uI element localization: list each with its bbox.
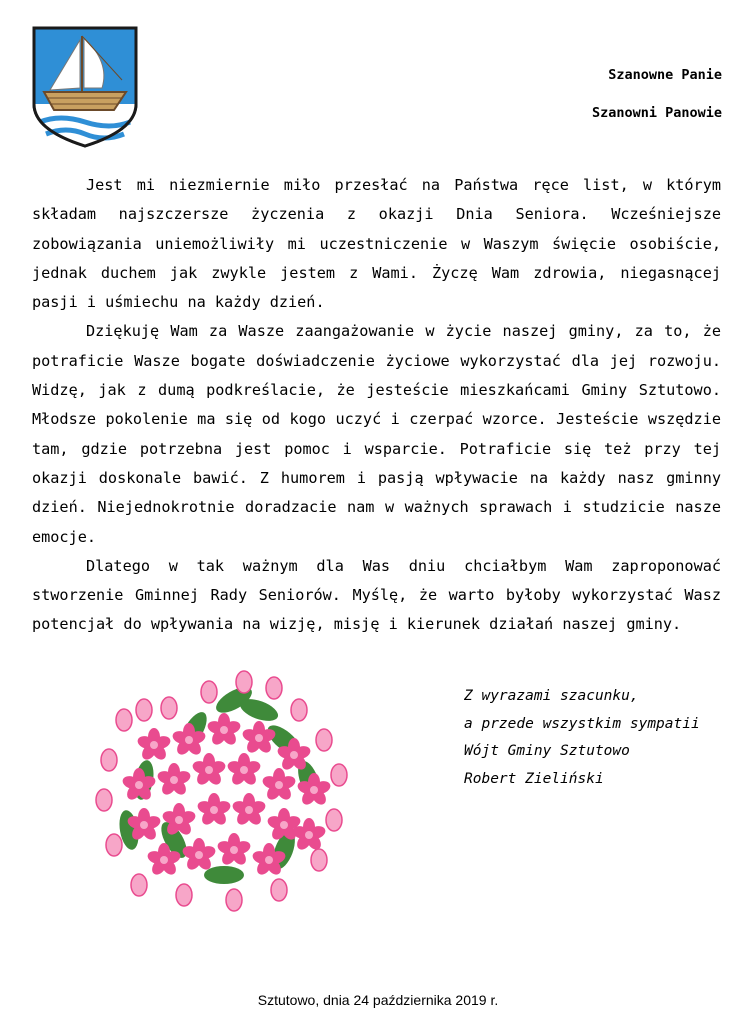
coat-of-arms-icon [30, 26, 140, 148]
closing-line: Z wyrazami szacunku, [464, 688, 639, 704]
signer-title: Wójt Gminy Sztutowo [464, 743, 630, 759]
letter-paragraph: Jest mi niezmiernie miło przesłać na Państwa ręce list, w którym składam najszczersze życzenia z okazji Dnia Seniora. Wcześniejsze zobowiązania uniemożliwiły mi uczestniczenie w Waszym święcie osobiście, jednak duchem jak zwykle jestem z Wami. Życzę Wam zdrowia, niegasnącej pasji i uśmiechu na każdy dzień. [32, 176, 721, 312]
place-and-date: Sztutowo, dnia 24 października 2019 r. [257, 992, 499, 1008]
letter-paragraph: Dlatego w tak ważnym dla Was dniu chciałbym Wam zaproponować stworzenie Gminnej Rady Seniorów. Myślę, że warto byłoby wykorzystać Wasz potencjał do wpływania na wizję, misję i kierunek działań naszej gminy. [32, 556, 721, 634]
closing-line: a przede wszystkim sympatii [464, 715, 700, 732]
salutation [592, 62, 722, 138]
signer-name: Robert Zieliński [464, 770, 604, 787]
greeting-ladies: Szanowne Panie [608, 67, 722, 83]
greeting-gentlemen: Szanowni Panowie [591, 105, 722, 121]
letter-paragraph: Dziękuję Wam za Wasze zaangażowanie w życie naszej gminy, za to, że potraficie Wasze bogate doświadczenie życiowe wykorzystać dla jej rozwoju. Widzę, jak z dumą podkreślacie, że jesteście mieszkańcami Gminy Sztutowo. Młodsze pokolenie ma się od kogo uczyć i czerpać wzorce. Jesteście wszędzie tam, gdzie potrzebna jest pomoc i wsparcie. Potraficie się też przy tej okazji doskonale bawić. Z humorem i pasją wpływacie na każdy nasz gminny dzień. Niejednokrotnie doradzacie nam w ważnych sprawach i studzicie nasze emocje. [32, 322, 721, 546]
letter-body [32, 171, 721, 640]
flower-bouquet-image [84, 670, 354, 925]
signature-block [464, 683, 700, 793]
